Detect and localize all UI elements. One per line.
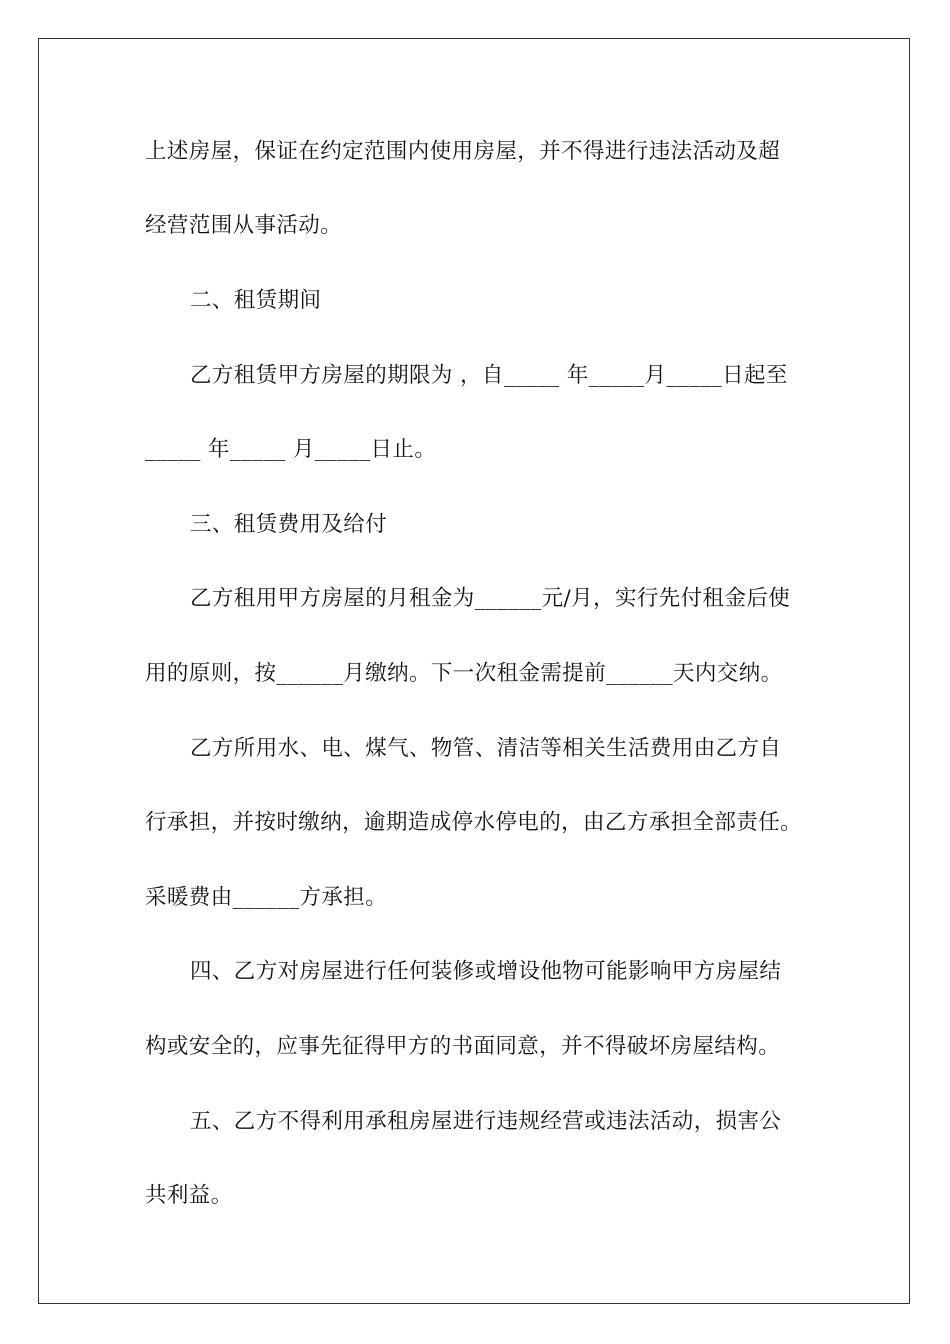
text-line: 上述房屋，保证在约定范围内使用房屋，并不得进行违法活动及超: [145, 139, 781, 164]
section-heading: 二、租赁期间: [190, 288, 322, 313]
text-line: 共利益。: [145, 1183, 233, 1208]
text-line: 经营范围从事活动。: [145, 213, 343, 238]
text-line: 四、乙方对房屋进行任何装修或增设他物可能影响甲方房屋结: [190, 959, 782, 984]
text-line: _____ 年_____ 月_____日止。: [145, 437, 437, 462]
text-line: 乙方所用水、电、煤气、物管、清洁等相关生活费用由乙方自: [190, 736, 782, 761]
text-line: 采暖费由______方承担。: [145, 885, 388, 910]
text-line: 乙方租用甲方房屋的月租金为______元/月，实行先付租金后使: [190, 586, 791, 611]
text-line: 行承担，并按时缴纳，逾期造成停水停电的，由乙方承担全部责任。: [145, 810, 803, 835]
text-line: 乙方租赁甲方房屋的期限为 ，自_____ 年_____月_____日起至: [190, 363, 788, 388]
text-line: 用的原则，按______月缴纳。下一次租金需提前______天内交纳。: [145, 661, 783, 686]
section-heading: 三、租赁费用及给付: [190, 512, 388, 537]
text-line: 五、乙方不得利用承租房屋进行违规经营或违法活动，损害公: [190, 1109, 782, 1134]
text-line: 构或安全的，应事先征得甲方的书面同意，并不得破坏房屋结构。: [145, 1034, 781, 1059]
